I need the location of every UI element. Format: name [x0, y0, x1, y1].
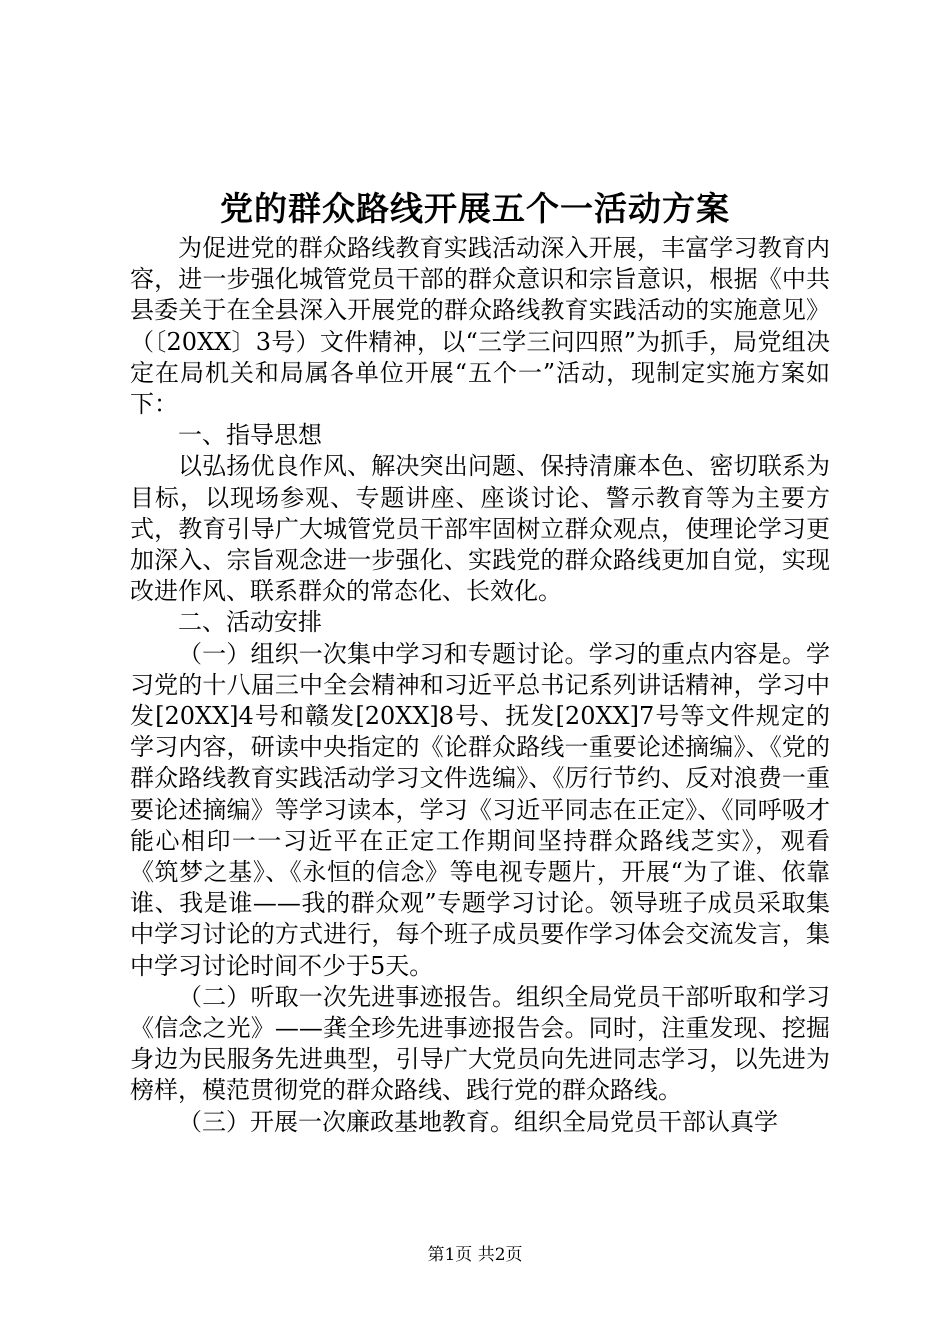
- activity-item-2-paragraph: （二）听取一次先进事迹报告。组织全局党员干部听取和学习《信念之光》——龚全珍先进事迹报告会。同时，注重发现、挖掘身边为民服务先进典型，引导广大党员向先进同志学习，以先进为榜样，模范贯彻党的群众路线、践行党的群众路线。: [130, 982, 830, 1105]
- guiding-thought-paragraph: 以弘扬优良作风、解决突出问题、保持清廉本色、密切联系为目标，以现场参观、专题讲座、座谈讨论、警示教育等为主要方式，教育引导广大城管党员干部牢固树立群众观点，使理论学习更加深入、宗旨观念进一步强化、实践党的群众路线更加自觉，实现改进作风、联系群众的常态化、长效化。: [130, 452, 830, 606]
- page-footer: 第1页 共2页: [427, 1245, 523, 1265]
- document-body: [130, 233, 830, 1138]
- section-heading-guiding-thought: 一、指导思想: [178, 421, 322, 450]
- activity-item-1-paragraph: （一）组织一次集中学习和专题讨论。学习的重点内容是。学习党的十八届三中全会精神和习近平总书记系列讲话精神，学习中发[20XX]4号和赣发[20XX]8号、抚发[20XX]7号等文件规定的学习内容，研读中央指定的《论群众路线一重要论述摘编》、《党的群众路线教育实践活动学习文件选编》、《厉行节约、反对浪费一重要论述摘编》等学习读本，学习《习近平同志在正定》、《同呼吸才能心相印一一习近平在正定工作期间坚持群众路线芝实》，观看《筑梦之基》、《永恒的信念》等电视专题片，开展“为了谁、依靠谁、我是谁——我的群众观”专题学习讨论。领导班子成员采取集中学习讨论的方式进行，每个班子成员要作学习体会交流发言，集中学习讨论时间不少于5天。: [130, 639, 830, 980]
- section-heading-activity-arrangement: 二、活动安排: [178, 608, 322, 637]
- intro-paragraph: 为促进党的群众路线教育实践活动深入开展，丰富学习教育内容，进一步强化城管党员干部的群众意识和宗旨意识，根据《中共县委关于在全县深入开展党的群众路线教育实践活动的实施意见》（〔20XX〕3号）文件精神，以“三学三问四照”为抓手，局党组决定在局机关和局属各单位开展“五个一”活动，现制定实施方案如下：: [130, 234, 830, 419]
- document-title: 党的群众路线开展五个一活动方案: [220, 189, 730, 228]
- activity-item-3-paragraph: （三）开展一次廉政基地教育。组织全局党员干部认真学: [178, 1107, 778, 1136]
